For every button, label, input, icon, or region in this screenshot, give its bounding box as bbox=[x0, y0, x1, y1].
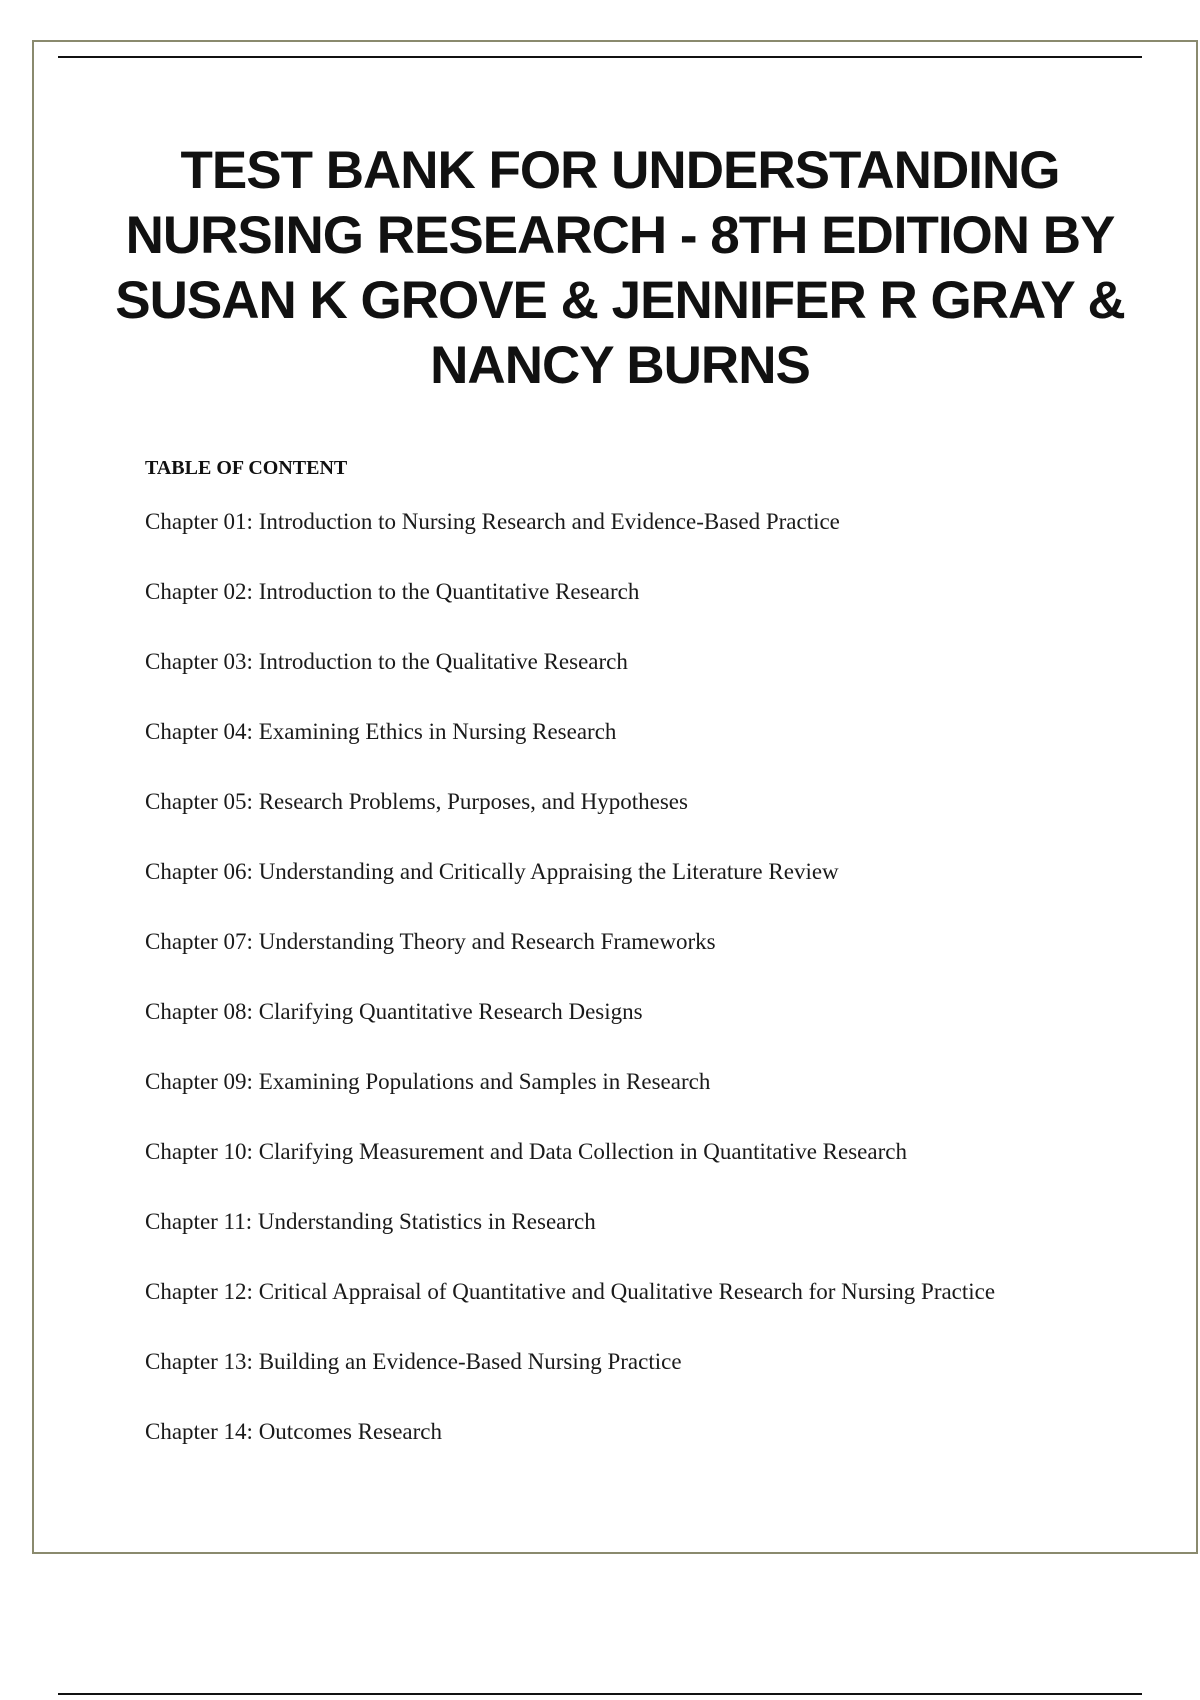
toc-item: Chapter 05: Research Problems, Purposes, and Hypotheses bbox=[145, 789, 688, 814]
toc-item: Chapter 11: Understanding Statistics in Research bbox=[145, 1209, 596, 1234]
toc-item: Chapter 08: Clarifying Quantitative Research Designs bbox=[145, 999, 643, 1024]
toc-item: Chapter 12: Critical Appraisal of Quantitative and Qualitative Research for Nursing Practice bbox=[145, 1279, 996, 1304]
title-line: SUSAN K GROVE & JENNIFER R GRAY & bbox=[115, 271, 1125, 330]
toc-item: Chapter 02: Introduction to the Quantitative Research bbox=[145, 579, 640, 604]
toc-item: Chapter 03: Introduction to the Qualitative Research bbox=[145, 649, 628, 674]
toc-heading: TABLE OF CONTENT bbox=[145, 457, 348, 479]
toc-item: Chapter 10: Clarifying Measurement and Data Collection in Quantitative Research bbox=[145, 1139, 907, 1164]
title-line: NURSING RESEARCH - 8TH EDITION BY bbox=[125, 206, 1115, 265]
toc-item: Chapter 09: Examining Populations and Samples in Research bbox=[145, 1069, 711, 1094]
toc-item: Chapter 07: Understanding Theory and Research Frameworks bbox=[145, 929, 716, 954]
table-of-contents bbox=[145, 505, 995, 1485]
document-title bbox=[100, 138, 1140, 398]
toc-item: Chapter 13: Building an Evidence-Based Nursing Practice bbox=[145, 1349, 682, 1374]
toc-item: Chapter 04: Examining Ethics in Nursing Research bbox=[145, 719, 617, 744]
toc-item: Chapter 01: Introduction to Nursing Research and Evidence-Based Practice bbox=[145, 509, 840, 534]
toc-item: Chapter 14: Outcomes Research bbox=[145, 1419, 442, 1444]
bottom-rule bbox=[58, 1693, 1142, 1695]
toc-item: Chapter 06: Understanding and Critically Appraising the Literature Review bbox=[145, 859, 839, 884]
title-line: NANCY BURNS bbox=[430, 336, 810, 395]
title-line: TEST BANK FOR UNDERSTANDING bbox=[180, 141, 1060, 200]
